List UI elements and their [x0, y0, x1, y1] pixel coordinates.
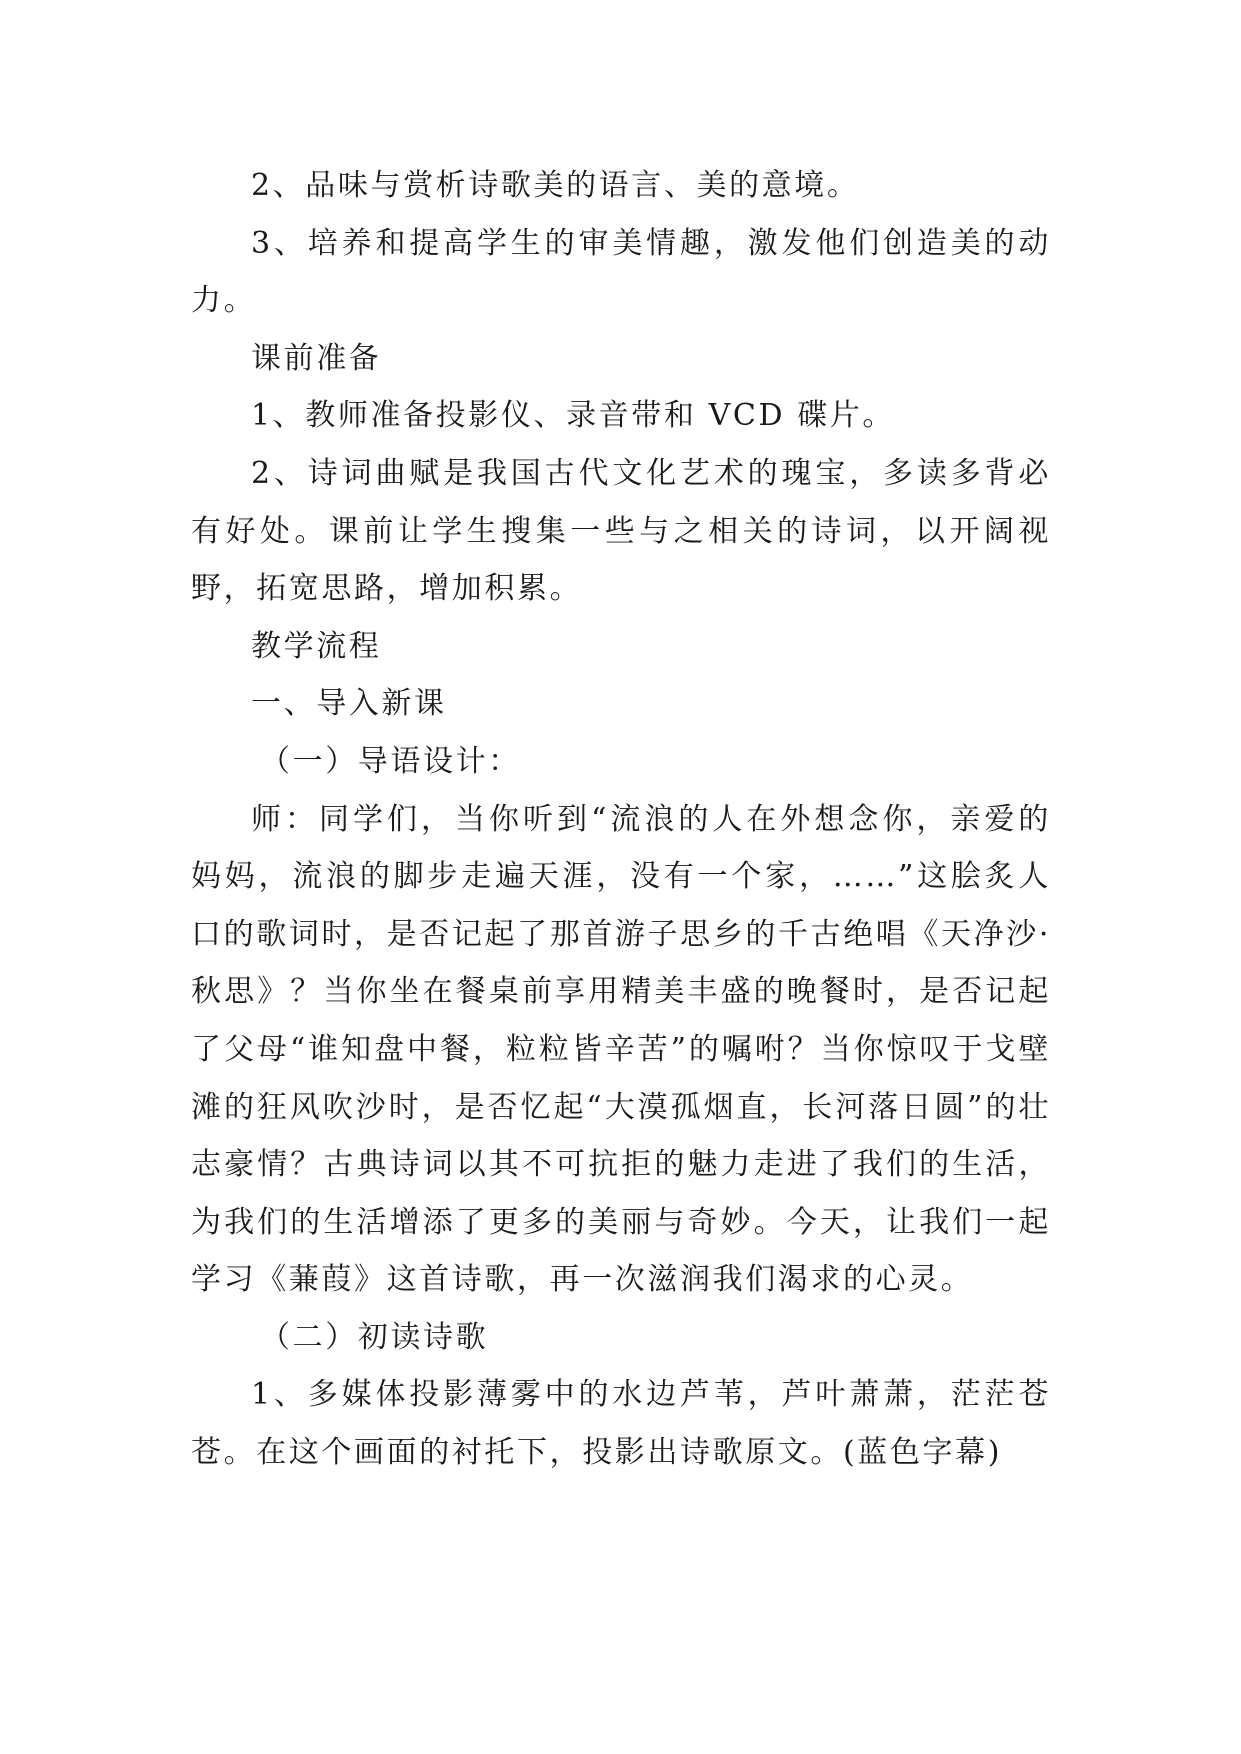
preparation-item-1: 1、教师准备投影仪、录音带和 VCD 碟片。 [251, 398, 896, 434]
subheading-first-reading: （二）初读诗歌 [260, 1319, 489, 1355]
section-heading-preparation: 课前准备 [251, 340, 382, 376]
objective-item-2: 2、品味与赏析诗歌美的语言、美的意境。 [251, 168, 860, 203]
subheading-intro-design: （一）导语设计： [260, 743, 521, 779]
procedure-step-1-heading: 一、导入新课 [251, 686, 447, 722]
teacher-intro-paragraph: 师：同学们，当你听到“流浪的人在外想念你，亲爱的妈妈，流浪的脚步走遍天涯，没有一个家，……”这脍炙人口的歌词时，是否记起了那首游子思乡的千古绝唱《天净沙·秋思》？当你坐在餐桌前享用精美丰盛的晚餐时，是否记起了父母“谁知盘中餐，粒粒皆辛苦”的嘱咐？当你惊叹于戈壁滩的狂风吹沙时，是否忆起“大漠孤烟直，长河落日圆”的壮志豪情？古典诗词以其不可抗拒的魅力走进了我们的生活，为我们的生活增添了更多的美丽与奇妙。今天，让我们一起学习《蒹葭》这首诗歌，再一次滋润我们渴求的心灵。 [191, 801, 1051, 1298]
objective-item-3: 3、培养和提高学生的审美情趣，激发他们创造美的动力。 [191, 225, 1051, 319]
section-heading-procedure: 教学流程 [251, 628, 382, 664]
preparation-item-2: 2、诗词曲赋是我国古代文化艺术的瑰宝，多读多背必有好处。课前让学生搜集一些与之相关的诗词，以开阔视野，拓宽思路，增加积累。 [191, 455, 1051, 607]
first-reading-item-1: 1、多媒体投影薄雾中的水边芦苇，芦叶萧萧，茫茫苍苍。在这个画面的衬托下，投影出诗歌原文。(蓝色字幕) [191, 1377, 1051, 1471]
document-body [191, 157, 1051, 1482]
